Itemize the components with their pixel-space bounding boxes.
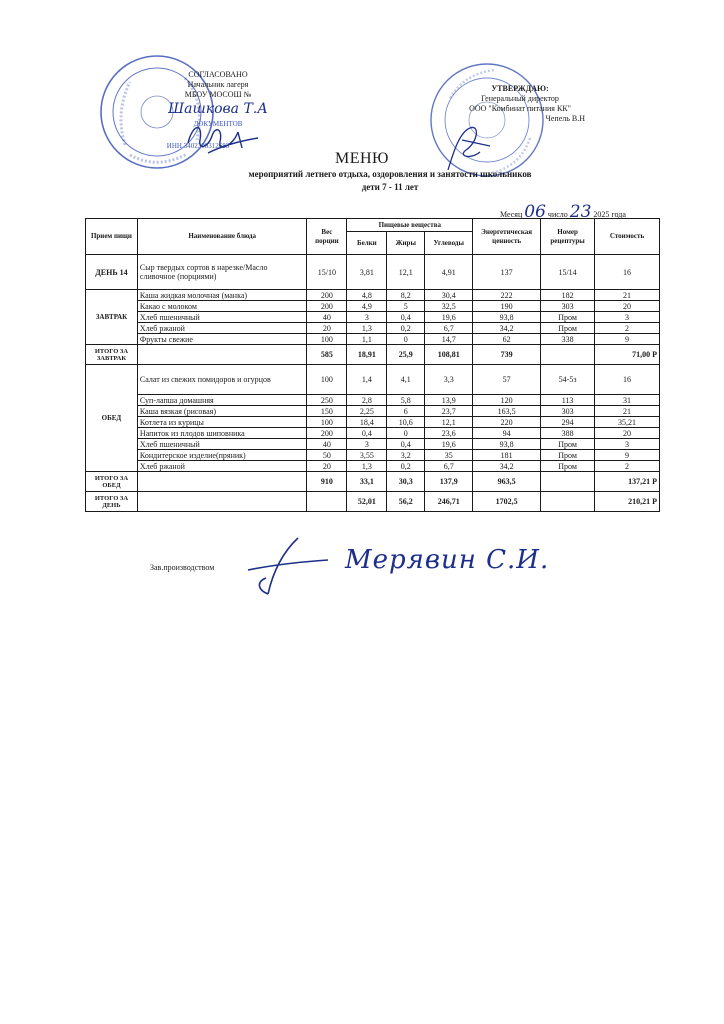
dish-name: Напиток из плодов шиповника bbox=[137, 428, 307, 439]
dish-energy: 220 bbox=[473, 417, 541, 428]
dish-proteins: 18,4 bbox=[347, 417, 387, 428]
table-row bbox=[86, 334, 660, 345]
day-label: число bbox=[547, 210, 568, 219]
empty-cell bbox=[541, 345, 595, 365]
total-energy: 963,5 bbox=[473, 472, 541, 492]
dish-name: Хлеб ржаной bbox=[137, 323, 307, 334]
approval-left-line2: МБОУ МОСОШ № bbox=[184, 90, 252, 99]
dish-recipe: Пром bbox=[541, 450, 595, 461]
header-carbs: Углеводы bbox=[425, 232, 473, 255]
dish-carbs: 19,6 bbox=[425, 312, 473, 323]
dish-energy: 62 bbox=[473, 334, 541, 345]
dish-weight: 150 bbox=[307, 406, 347, 417]
dish-weight: 100 bbox=[307, 417, 347, 428]
dish-fats: 3,2 bbox=[387, 450, 425, 461]
dish-recipe: Пром bbox=[541, 323, 595, 334]
total-proteins: 18,91 bbox=[347, 345, 387, 365]
total-weight: 585 bbox=[307, 345, 347, 365]
dish-name: Каша вязкая (рисовая) bbox=[137, 406, 307, 417]
approval-right-line2: ООО "Комбинат питания КК" bbox=[469, 104, 571, 113]
approval-left-handwritten-name: Шашкова bbox=[168, 101, 240, 117]
year-text: 2025 года bbox=[593, 210, 626, 219]
table-row bbox=[86, 461, 660, 472]
table-row bbox=[86, 439, 660, 450]
day-total-row bbox=[86, 492, 660, 512]
dish-carbs: 30,4 bbox=[425, 290, 473, 301]
dish-weight: 20 bbox=[307, 461, 347, 472]
dish-cost: 3 bbox=[595, 312, 660, 323]
dish-energy: 181 bbox=[473, 450, 541, 461]
total-fats: 30,3 bbox=[387, 472, 425, 492]
dish-carbs: 23,7 bbox=[425, 406, 473, 417]
dish-energy: 163,5 bbox=[473, 406, 541, 417]
dish-recipe: 303 bbox=[541, 301, 595, 312]
bottom-signature-name: Мерявин С.И. bbox=[345, 545, 550, 575]
approval-right-block bbox=[455, 84, 585, 124]
subtitle-line2: дети 7 - 11 лет bbox=[361, 182, 419, 192]
signature-label: Зав.производством bbox=[150, 563, 215, 572]
dish-proteins: 3 bbox=[347, 312, 387, 323]
dish-energy: 93,8 bbox=[473, 439, 541, 450]
lunch-label: ОБЕД bbox=[86, 365, 138, 472]
day-total-label: ИТОГО ЗА ДЕНЬ bbox=[86, 492, 138, 512]
empty-cell bbox=[137, 345, 307, 365]
dish-energy: 120 bbox=[473, 395, 541, 406]
dish-cost: 21 bbox=[595, 406, 660, 417]
approval-right-title: УТВЕРЖДАЮ: bbox=[491, 84, 549, 93]
dish-energy: 137 bbox=[473, 255, 541, 290]
dish-carbs: 14,7 bbox=[425, 334, 473, 345]
dish-fats: 10,6 bbox=[387, 417, 425, 428]
dish-carbs: 35 bbox=[425, 450, 473, 461]
dish-recipe: 294 bbox=[541, 417, 595, 428]
dish-fats: 0 bbox=[387, 334, 425, 345]
dish-recipe: 113 bbox=[541, 395, 595, 406]
dish-fats: 5,8 bbox=[387, 395, 425, 406]
table-row bbox=[86, 417, 660, 428]
dish-recipe: Пром bbox=[541, 439, 595, 450]
table-row bbox=[86, 312, 660, 323]
breakfast-total-row bbox=[86, 345, 660, 365]
dish-proteins: 1,3 bbox=[347, 323, 387, 334]
dish-recipe: 303 bbox=[541, 406, 595, 417]
dish-cost: 3 bbox=[595, 439, 660, 450]
total-fats: 56,2 bbox=[387, 492, 425, 512]
dish-recipe: Пром bbox=[541, 312, 595, 323]
header-cost: Стоимость bbox=[595, 219, 660, 255]
dish-energy: 57 bbox=[473, 365, 541, 395]
menu-table bbox=[85, 218, 660, 512]
empty-cell bbox=[307, 492, 347, 512]
dish-name: Кондитерское изделие(пряник) bbox=[137, 450, 307, 461]
empty-cell bbox=[541, 472, 595, 492]
dish-carbs: 4,91 bbox=[425, 255, 473, 290]
dish-fats: 0,2 bbox=[387, 461, 425, 472]
dish-recipe: 54-5з bbox=[541, 365, 595, 395]
header-nutrients: Пищевые вещества bbox=[347, 219, 473, 232]
subtitle-line1: мероприятий летнего отдыха, оздоровления и занятости школьников bbox=[248, 169, 532, 179]
table-row bbox=[86, 406, 660, 417]
dish-cost: 21 bbox=[595, 290, 660, 301]
dish-carbs: 6,7 bbox=[425, 461, 473, 472]
dish-cost: 16 bbox=[595, 365, 660, 395]
document-title: МЕНЮ bbox=[335, 150, 389, 167]
dish-fats: 6 bbox=[387, 406, 425, 417]
dish-proteins: 3 bbox=[347, 439, 387, 450]
dish-recipe: Пром bbox=[541, 461, 595, 472]
header-row bbox=[86, 219, 660, 232]
dish-energy: 222 bbox=[473, 290, 541, 301]
dish-cost: 9 bbox=[595, 334, 660, 345]
table-row bbox=[86, 365, 660, 395]
dish-energy: 34,2 bbox=[473, 461, 541, 472]
dish-proteins: 3,55 bbox=[347, 450, 387, 461]
bottom-signature-scribble bbox=[228, 532, 338, 602]
dish-name: Хлеб ржаной bbox=[137, 461, 307, 472]
dish-proteins: 4,9 bbox=[347, 301, 387, 312]
header-dish: Наименование блюда bbox=[137, 219, 307, 255]
dish-fats: 0,4 bbox=[387, 312, 425, 323]
dish-cost: 20 bbox=[595, 428, 660, 439]
total-carbs: 137,9 bbox=[425, 472, 473, 492]
dish-cost: 31 bbox=[595, 395, 660, 406]
day-label: ДЕНЬ 14 bbox=[86, 255, 138, 290]
total-carbs: 108,81 bbox=[425, 345, 473, 365]
dish-proteins: 4,8 bbox=[347, 290, 387, 301]
month-label: Месяц bbox=[500, 210, 523, 219]
dish-proteins: 2,25 bbox=[347, 406, 387, 417]
dish-name: Хлеб пшеничный bbox=[137, 312, 307, 323]
header-energy: Энергетическая ценность bbox=[473, 219, 541, 255]
total-weight: 910 bbox=[307, 472, 347, 492]
dish-name: Фрукты свежие bbox=[137, 334, 307, 345]
dish-fats: 0 bbox=[387, 428, 425, 439]
empty-cell bbox=[137, 472, 307, 492]
breakfast-label: ЗАВТРАК bbox=[86, 290, 138, 345]
dish-weight: 15/10 bbox=[307, 255, 347, 290]
header-recipe: Номер рецептуры bbox=[541, 219, 595, 255]
dish-energy: 34,2 bbox=[473, 323, 541, 334]
approval-left-inn: ИНН 3402300312683 bbox=[166, 142, 230, 150]
header-weight: Вес порции bbox=[307, 219, 347, 255]
approval-left-line1: Начальник лагеря bbox=[187, 80, 249, 89]
day-row bbox=[86, 255, 660, 290]
dish-weight: 200 bbox=[307, 301, 347, 312]
dish-recipe: 15/14 bbox=[541, 255, 595, 290]
dish-weight: 100 bbox=[307, 334, 347, 345]
total-cost: 71,00 Р bbox=[595, 345, 660, 365]
lunch-total-label: ИТОГО ЗА ОБЕД bbox=[86, 472, 138, 492]
dish-carbs: 6,7 bbox=[425, 323, 473, 334]
total-energy: 739 bbox=[473, 345, 541, 365]
dish-carbs: 23,6 bbox=[425, 428, 473, 439]
dish-carbs: 12,1 bbox=[425, 417, 473, 428]
dish-energy: 190 bbox=[473, 301, 541, 312]
document-subtitle bbox=[180, 168, 600, 194]
dish-cost: 35,21 bbox=[595, 417, 660, 428]
dish-cost: 2 bbox=[595, 323, 660, 334]
dish-cost: 20 bbox=[595, 301, 660, 312]
lunch-total-row bbox=[86, 472, 660, 492]
total-proteins: 52,01 bbox=[347, 492, 387, 512]
dish-carbs: 19,6 bbox=[425, 439, 473, 450]
approval-right-line3: Чепель В.Н bbox=[545, 114, 585, 123]
dish-name: Котлета из курицы bbox=[137, 417, 307, 428]
dish-weight: 100 bbox=[307, 365, 347, 395]
table-row bbox=[86, 323, 660, 334]
day-value: 23 bbox=[569, 202, 592, 222]
total-fats: 25,9 bbox=[387, 345, 425, 365]
dish-proteins: 0,4 bbox=[347, 428, 387, 439]
approval-left-stamp-text: ДОКУМЕНТОВ bbox=[193, 120, 243, 128]
table-row bbox=[86, 290, 660, 301]
total-cost: 210,21 Р bbox=[595, 492, 660, 512]
dish-weight: 40 bbox=[307, 439, 347, 450]
dish-name: Салат из свежих помидоров и огурцов bbox=[137, 365, 307, 395]
dish-fats: 8,2 bbox=[387, 290, 425, 301]
dish-weight: 20 bbox=[307, 323, 347, 334]
total-energy: 1702,5 bbox=[473, 492, 541, 512]
dish-energy: 94 bbox=[473, 428, 541, 439]
table-row bbox=[86, 428, 660, 439]
dish-proteins: 1,4 bbox=[347, 365, 387, 395]
header-proteins: Белки bbox=[347, 232, 387, 255]
total-proteins: 33,1 bbox=[347, 472, 387, 492]
dish-weight: 50 bbox=[307, 450, 347, 461]
dish-name: Хлеб пшеничный bbox=[137, 439, 307, 450]
dish-energy: 93,8 bbox=[473, 312, 541, 323]
approval-left-title: СОГЛАСОВАНО bbox=[188, 70, 248, 79]
total-carbs: 246,71 bbox=[425, 492, 473, 512]
approval-right-line1: Генеральный директор bbox=[481, 94, 559, 103]
dish-weight: 200 bbox=[307, 428, 347, 439]
breakfast-total-label: ИТОГО ЗА ЗАВТРАК bbox=[86, 345, 138, 365]
dish-name: Какао с молоком bbox=[137, 301, 307, 312]
dish-fats: 0,4 bbox=[387, 439, 425, 450]
dish-name: Суп-лапша домашняя bbox=[137, 395, 307, 406]
dish-fats: 12,1 bbox=[387, 255, 425, 290]
approval-left-initials: Т.А bbox=[243, 101, 268, 117]
empty-cell bbox=[541, 492, 595, 512]
dish-cost: 2 bbox=[595, 461, 660, 472]
dish-name: Каша жидкая молочная (манка) bbox=[137, 290, 307, 301]
dish-recipe: 182 bbox=[541, 290, 595, 301]
dish-weight: 250 bbox=[307, 395, 347, 406]
total-cost: 137,21 Р bbox=[595, 472, 660, 492]
empty-cell bbox=[137, 492, 307, 512]
dish-carbs: 32,5 bbox=[425, 301, 473, 312]
dish-cost: 9 bbox=[595, 450, 660, 461]
header-meal: Прием пищи bbox=[86, 219, 138, 255]
header-fats: Жиры bbox=[387, 232, 425, 255]
dish-name: Сыр твердых сортов в нарезке/Масло сливочное (порциями) bbox=[137, 255, 307, 290]
dish-weight: 40 bbox=[307, 312, 347, 323]
table-row bbox=[86, 395, 660, 406]
dish-cost: 16 bbox=[595, 255, 660, 290]
dish-fats: 5 bbox=[387, 301, 425, 312]
dish-recipe: 388 bbox=[541, 428, 595, 439]
dish-fats: 4,1 bbox=[387, 365, 425, 395]
dish-weight: 200 bbox=[307, 290, 347, 301]
table-row bbox=[86, 450, 660, 461]
dish-fats: 0,2 bbox=[387, 323, 425, 334]
table-row bbox=[86, 301, 660, 312]
dish-proteins: 1,1 bbox=[347, 334, 387, 345]
dish-carbs: 3,3 bbox=[425, 365, 473, 395]
dish-recipe: 338 bbox=[541, 334, 595, 345]
dish-proteins: 1,3 bbox=[347, 461, 387, 472]
month-value: 06 bbox=[524, 202, 546, 222]
dish-carbs: 13,9 bbox=[425, 395, 473, 406]
dish-proteins: 2,8 bbox=[347, 395, 387, 406]
dish-proteins: 3,81 bbox=[347, 255, 387, 290]
